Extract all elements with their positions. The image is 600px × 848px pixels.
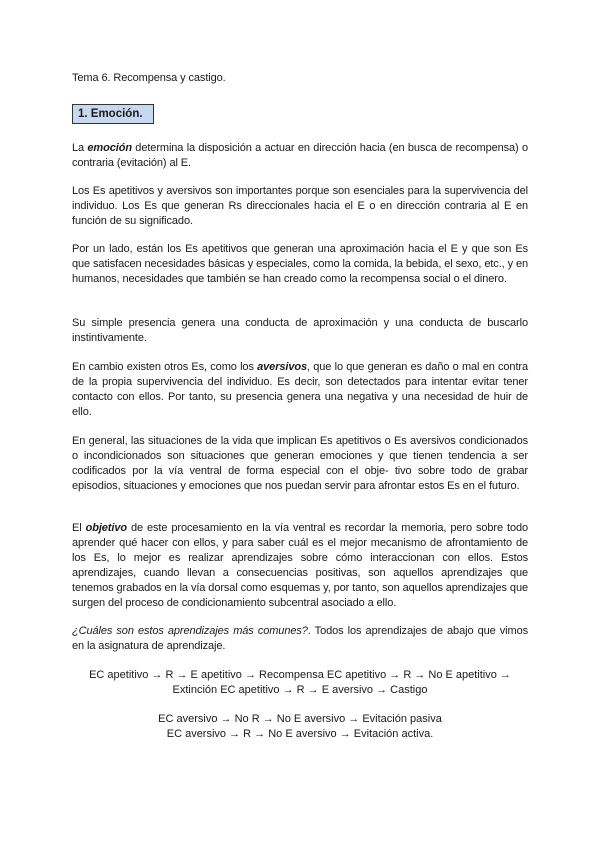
term-objetivo: objetivo — [85, 522, 127, 534]
paragraph-emocion: La emoción determina la disposición a actuar en dirección hacia (en busca de recompensa) o contraria (evitación) al E. — [72, 142, 528, 169]
paragraph-estimulos: Los Es apetitivos y aversivos son importantes porque son esenciales para la supervivencia del individuo. Los Es que generan Rs direccionales hacia el E o en dirección contraria al E en función de su significado. — [72, 185, 528, 227]
paragraph-objetivo: El objetivo de este procesamiento en la vía ventral es recordar la memoria, pero sobre todo aprender qué hacer con ellos, y para saber cuál es el mejor mecanismo de afrontamiento de los Es, lo mejor es realizar aprendizajes sobre cómo interaccionan con ellos. Estos aprendizajes, cuando llevan a consecuencias positivas, son aquellos aprendizajes que tenemos grabados en la vía dorsal como esquemas y, por tanto, son aquellos aprendizajes que surgen del proceso de condicionamiento subcentral asociado a ello. — [72, 522, 528, 609]
paragraph-situaciones: En general, las situaciones de la vida que implican Es apetitivos o Es aversivos condicionados o incondicionados son situaciones que generan emociones y que tienen tendencia a ser codificados por la vía ventral de forma especial con el obje- tivo sobre todo de grabar episodios, situaciones y emociones que nos puedan servir para afrontar estos Es en el futuro. — [72, 435, 528, 492]
sequence-appetitive-line-2: Extinción EC apetitivo → R → E aversivo → Castigo — [172, 684, 428, 696]
paragraph-aversivos: En cambio existen otros Es, como los aversivos, que lo que generan es daño o mal en contra de la propia supervivencia del individuo. Es decir, son detectados para intentar evitar tener contacto con ellos. Por tanto, su presencia genera una negativa y una necesidad de huir de ello. — [72, 361, 528, 418]
paragraph-apetitivos: Por un lado, están los Es apetitivos que generan una aproximación hacia el E y que son Es que satisfacen necesidades básicas y especiales, como la comida, la bebida, el sexo, etc., y en humanos, necesidades que también se han creado como la recompensa social o el dinero. — [72, 243, 528, 285]
question-text: ¿Cuáles son estos aprendizajes más comunes? — [72, 625, 308, 637]
section-heading: 1. Emoción. — [72, 104, 154, 124]
topic-title: Tema 6. Recompensa y castigo. — [72, 72, 226, 84]
sequence-appetitive-line-1: EC apetitivo → R → E apetitivo → Recompensa EC apetitivo → R → No E apetitivo → — [89, 669, 511, 681]
sequence-aversive-line-2: EC aversivo → R → No E aversivo → Evitación activa. — [166, 728, 434, 740]
sequence-aversive-line-1: EC aversivo → No R → No E aversivo → Evitación pasiva — [158, 713, 442, 725]
paragraph-question: ¿Cuáles son estos aprendizajes más comunes?. Todos los aprendizajes de abajo que vimos en la asignatura de aprendizaje. — [72, 625, 529, 652]
paragraph-presencia: Su simple presencia genera una conducta de aproximación y una conducta de buscarlo instintivamente. — [72, 317, 528, 344]
term-emocion: emoción — [87, 142, 132, 154]
term-aversivos: aversivos — [257, 361, 308, 373]
